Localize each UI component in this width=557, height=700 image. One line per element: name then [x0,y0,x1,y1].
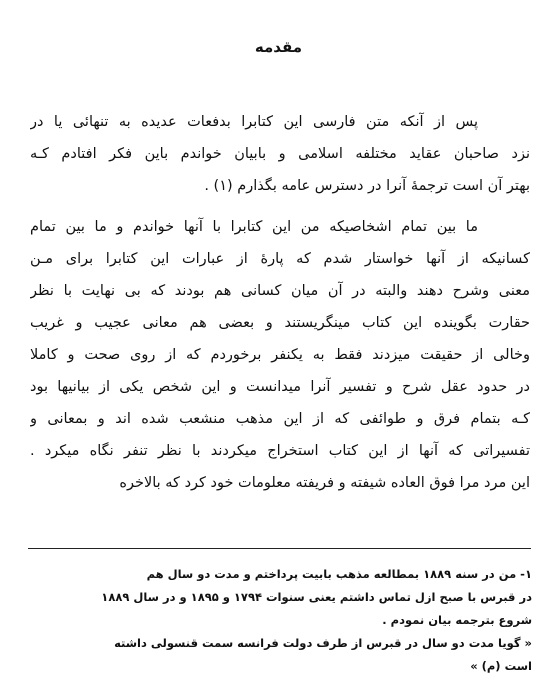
paragraph-line: نزد صاحبان عقاید مختلفه اسلامی و بابیان خواندم باین فکر افتادم کـه [30,146,530,162]
paragraph-line: پس از آنکه متن فارسی این کتابرا بدفعات عدیده به تنهائی یا در [30,114,478,130]
footnote-line: ۱- من در سنه ۱۸۸۹ بمطالعه مذهب بابیت پرداختم و مدت دو سال هم [146,567,532,581]
paragraph-2 [30,211,530,499]
paragraph-line: ما بین تمام اشخاصیکه من این کتابرا با آنها خواندم و ما بین تمام [30,219,478,235]
footnote-line: « گویا مدت دو سال در قبرس از طرف دولت فرانسه سمت قنسولی داشته [114,636,532,650]
paragraph-line: کسانیکه از آنها خواستار شدم که پارهٔ از عبارات این کتابرا برای مـن [30,251,530,267]
footnote [42,563,532,678]
paragraph-line: در حدود عقل شرح و تفسیر آنرا میدانست و این شخص یکی از بیانیها بود [30,379,530,395]
footnote-divider [28,548,531,549]
paragraph-line: حقارت بگوینده این کتاب مینگریستند و بعضی هم معانی عجیب و غریب [30,315,530,331]
paragraph-line: کـه بتمام فرق و طوائفی که از این مذهب منشعب شده اند و بمعانی و [30,411,530,427]
footnote-line: در قبرس با صبح ازل تماس داشتم یعنی سنوات ۱۷۹۴ و ۱۸۹۵ و در سال ۱۸۸۹ [101,590,532,604]
paragraph-line: این مرد مرا فوق العاده شیفته و فریفته معلومات خود کرد که بالاخره [119,475,530,491]
footnote-line: است (م) » [470,659,532,673]
paragraph-line: معنی وشرح دهند والبته در آن میان کسانی هم بودند که بی نهایت با نظر [30,283,530,299]
paragraph-1 [30,106,530,202]
paragraph-line: وخالی از حقیقت میزدند فقط به یکنفر برخوردم که از روی صحت و کاملا [30,347,530,363]
paragraph-line: بهتر آن است ترجمهٔ آنرا در دسترس عامه بگذارم (۱) . [204,178,530,194]
paragraph-line: تفسیراتی که آنها از این کتاب استخراج میکردند با نظر تنفر نگاه میکرد . [30,443,530,459]
footnote-line: شروع بترجمه بیان نمودم . [382,613,532,627]
page-heading: مقدمه [254,38,303,56]
